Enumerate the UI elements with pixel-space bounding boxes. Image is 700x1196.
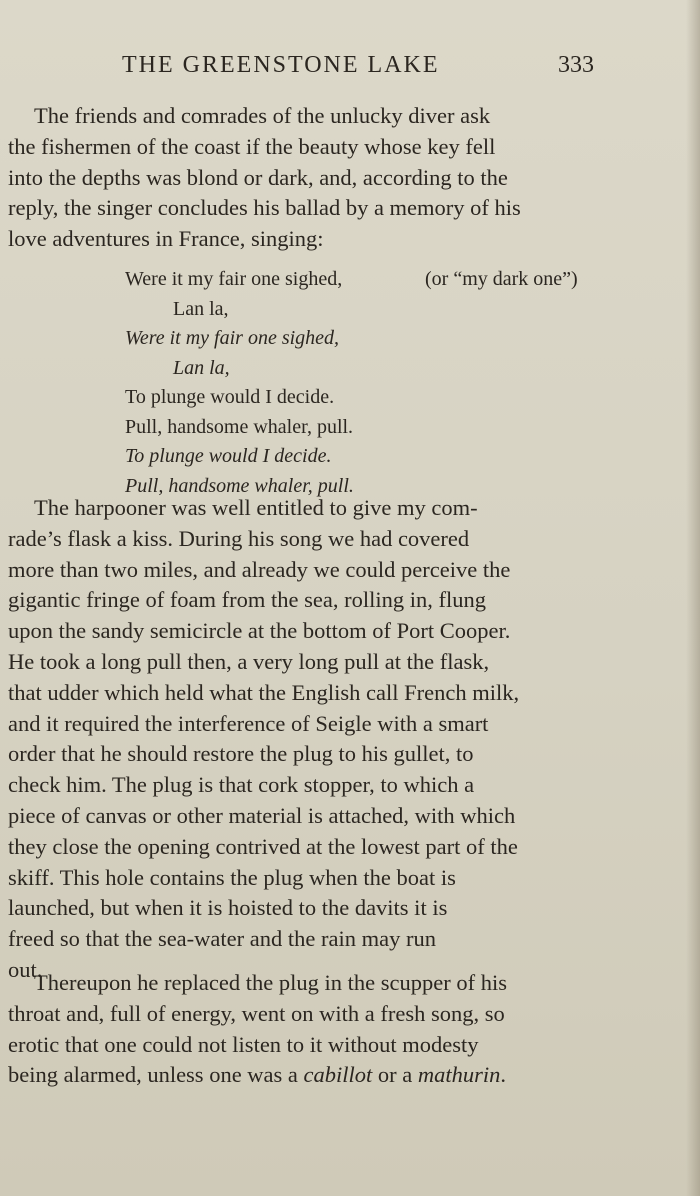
text-line: love adventures in France, singing:	[8, 226, 324, 252]
text-segment: .	[500, 1062, 507, 1088]
song-verse	[125, 265, 605, 501]
verse-variant-note: (or “my dark one”)	[425, 268, 578, 290]
text-segment: being alarmed, unless one was a	[8, 1062, 304, 1088]
text-line: that udder which held what the English call French milk,	[8, 679, 520, 705]
verse-line: To plunge would I decide.	[125, 386, 335, 408]
page-header	[0, 52, 700, 86]
verse-line: Were it my fair one sighed,	[125, 268, 343, 290]
text-line: gigantic fringe of foam from the sea, rolling in, flung	[8, 587, 486, 613]
text-line: erotic that one could not listen to it without modesty	[8, 1031, 479, 1057]
verse-line: To plunge would I decide.	[125, 445, 332, 467]
text-line: into the depths was blond or dark, and, according to the	[8, 164, 508, 190]
text-segment: or a	[372, 1062, 418, 1088]
text-line: piece of canvas or other material is attached, with which	[8, 802, 516, 828]
text-line: they close the opening contrived at the lowest part of the	[8, 833, 518, 859]
verse-line: Pull, handsome whaler, pull.	[125, 474, 354, 497]
text-line: rade’s flask a kiss. During his song we had covered	[8, 525, 470, 551]
text-line: skiff. This hole contains the plug when the boat is	[8, 864, 456, 890]
italic-word: cabillot	[303, 1062, 373, 1088]
page-number: 333	[558, 52, 594, 78]
text-line: The friends and comrades of the unlucky diver ask	[34, 103, 491, 128]
text-line: launched, but when it is hoisted to the davits it is	[8, 895, 448, 921]
verse-line: Lan la,	[173, 356, 230, 379]
text-line: throat and, full of energy, went on with a fresh song, so	[8, 1000, 505, 1026]
italic-word: mathurin	[417, 1062, 501, 1088]
text-line: out.	[8, 956, 43, 982]
text-line: upon the sandy semicircle at the bottom of Port Cooper.	[8, 618, 511, 644]
page-edge-shadow	[686, 0, 700, 1196]
text-line: freed so that the sea-water and the rain may run	[8, 926, 436, 952]
text-line: reply, the singer concludes his ballad by a memory of his	[8, 195, 521, 221]
running-title: THE GREENSTONE LAKE	[122, 52, 440, 78]
paragraph-1	[8, 101, 608, 255]
text-line-last	[8, 1060, 608, 1091]
text-line: The harpooner was well entitled to give my com-	[34, 495, 478, 520]
text-line: He took a long pull then, a very long pull at the flask,	[8, 648, 490, 674]
verse-line: Lan la,	[173, 297, 229, 320]
paragraph-3	[8, 968, 608, 1091]
text-line: check him. The plug is that cork stopper, to which a	[8, 772, 475, 798]
text-line: more than two miles, and already we could perceive the	[8, 556, 511, 582]
text-line: order that he should restore the plug to his gullet, to	[8, 741, 474, 767]
text-line: the fishermen of the coast if the beauty whose key fell	[8, 133, 496, 159]
verse-line: Were it my fair one sighed,	[125, 327, 340, 349]
text-line: and it required the interference of Seigle with a smart	[8, 710, 489, 736]
verse-line: Pull, handsome whaler, pull.	[125, 415, 354, 438]
text-line: Thereupon he replaced the plug in the scupper of his	[34, 970, 507, 995]
paragraph-2	[8, 493, 608, 986]
